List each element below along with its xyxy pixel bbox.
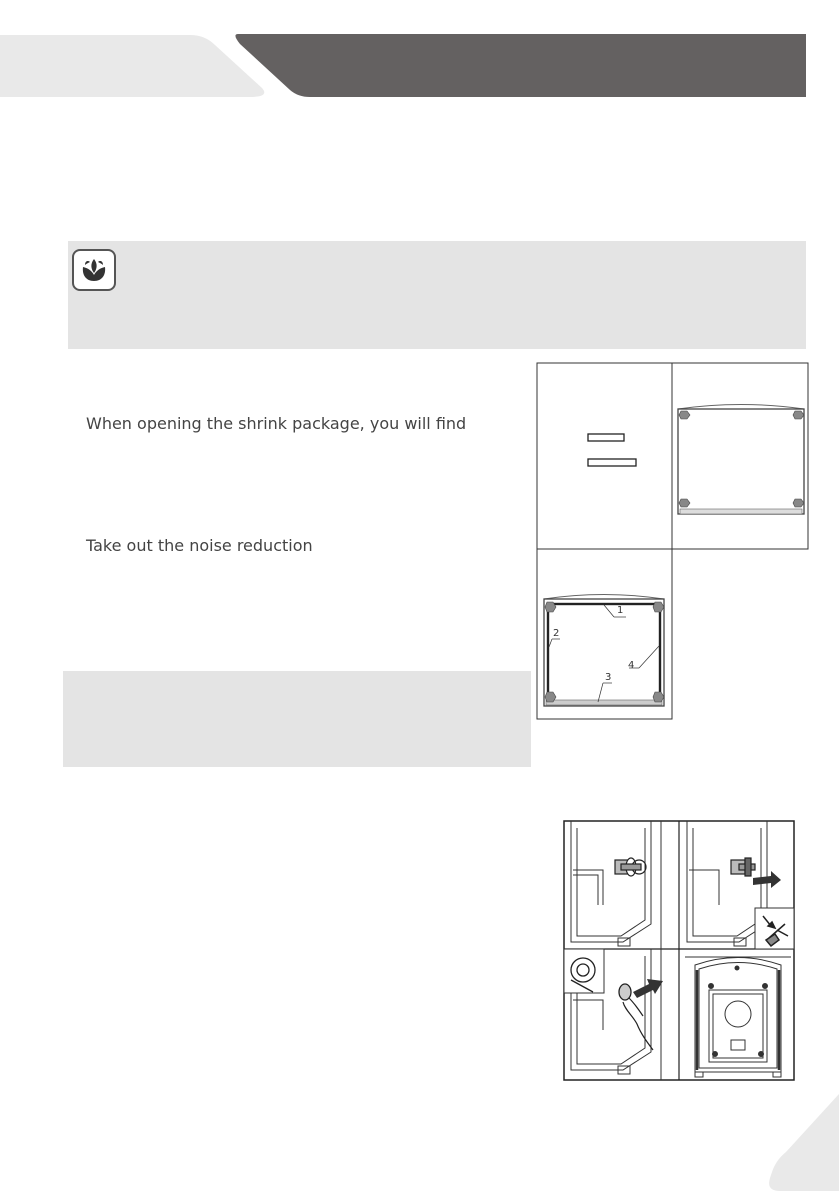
foam-strip-long [588,459,636,466]
unpacking-text-line-1: When opening the shrink package, you will find [86,414,467,433]
footer-corner-tab [760,1090,839,1191]
part-label-4: 4 [628,660,635,671]
transit-bolt-icon [615,858,646,876]
leaf-sprout-icon [72,249,116,291]
part-label-1: 1 [617,605,624,616]
unpacking-text-line-2: Take out the noise reduction [86,536,313,555]
header-left-tab [0,35,264,97]
eco-note-box [68,241,806,349]
transit-bolt-figure [563,820,795,1082]
foam-strip-short [588,434,624,441]
header-main-bar [235,34,806,97]
header-banner [0,0,839,110]
base-plate [678,405,804,515]
warning-note-box [63,671,531,767]
part-label-3: 3 [605,672,612,683]
noise-pad-figure [536,362,810,722]
base-plate-with-pads [544,595,664,707]
part-label-2: 2 [553,628,560,639]
